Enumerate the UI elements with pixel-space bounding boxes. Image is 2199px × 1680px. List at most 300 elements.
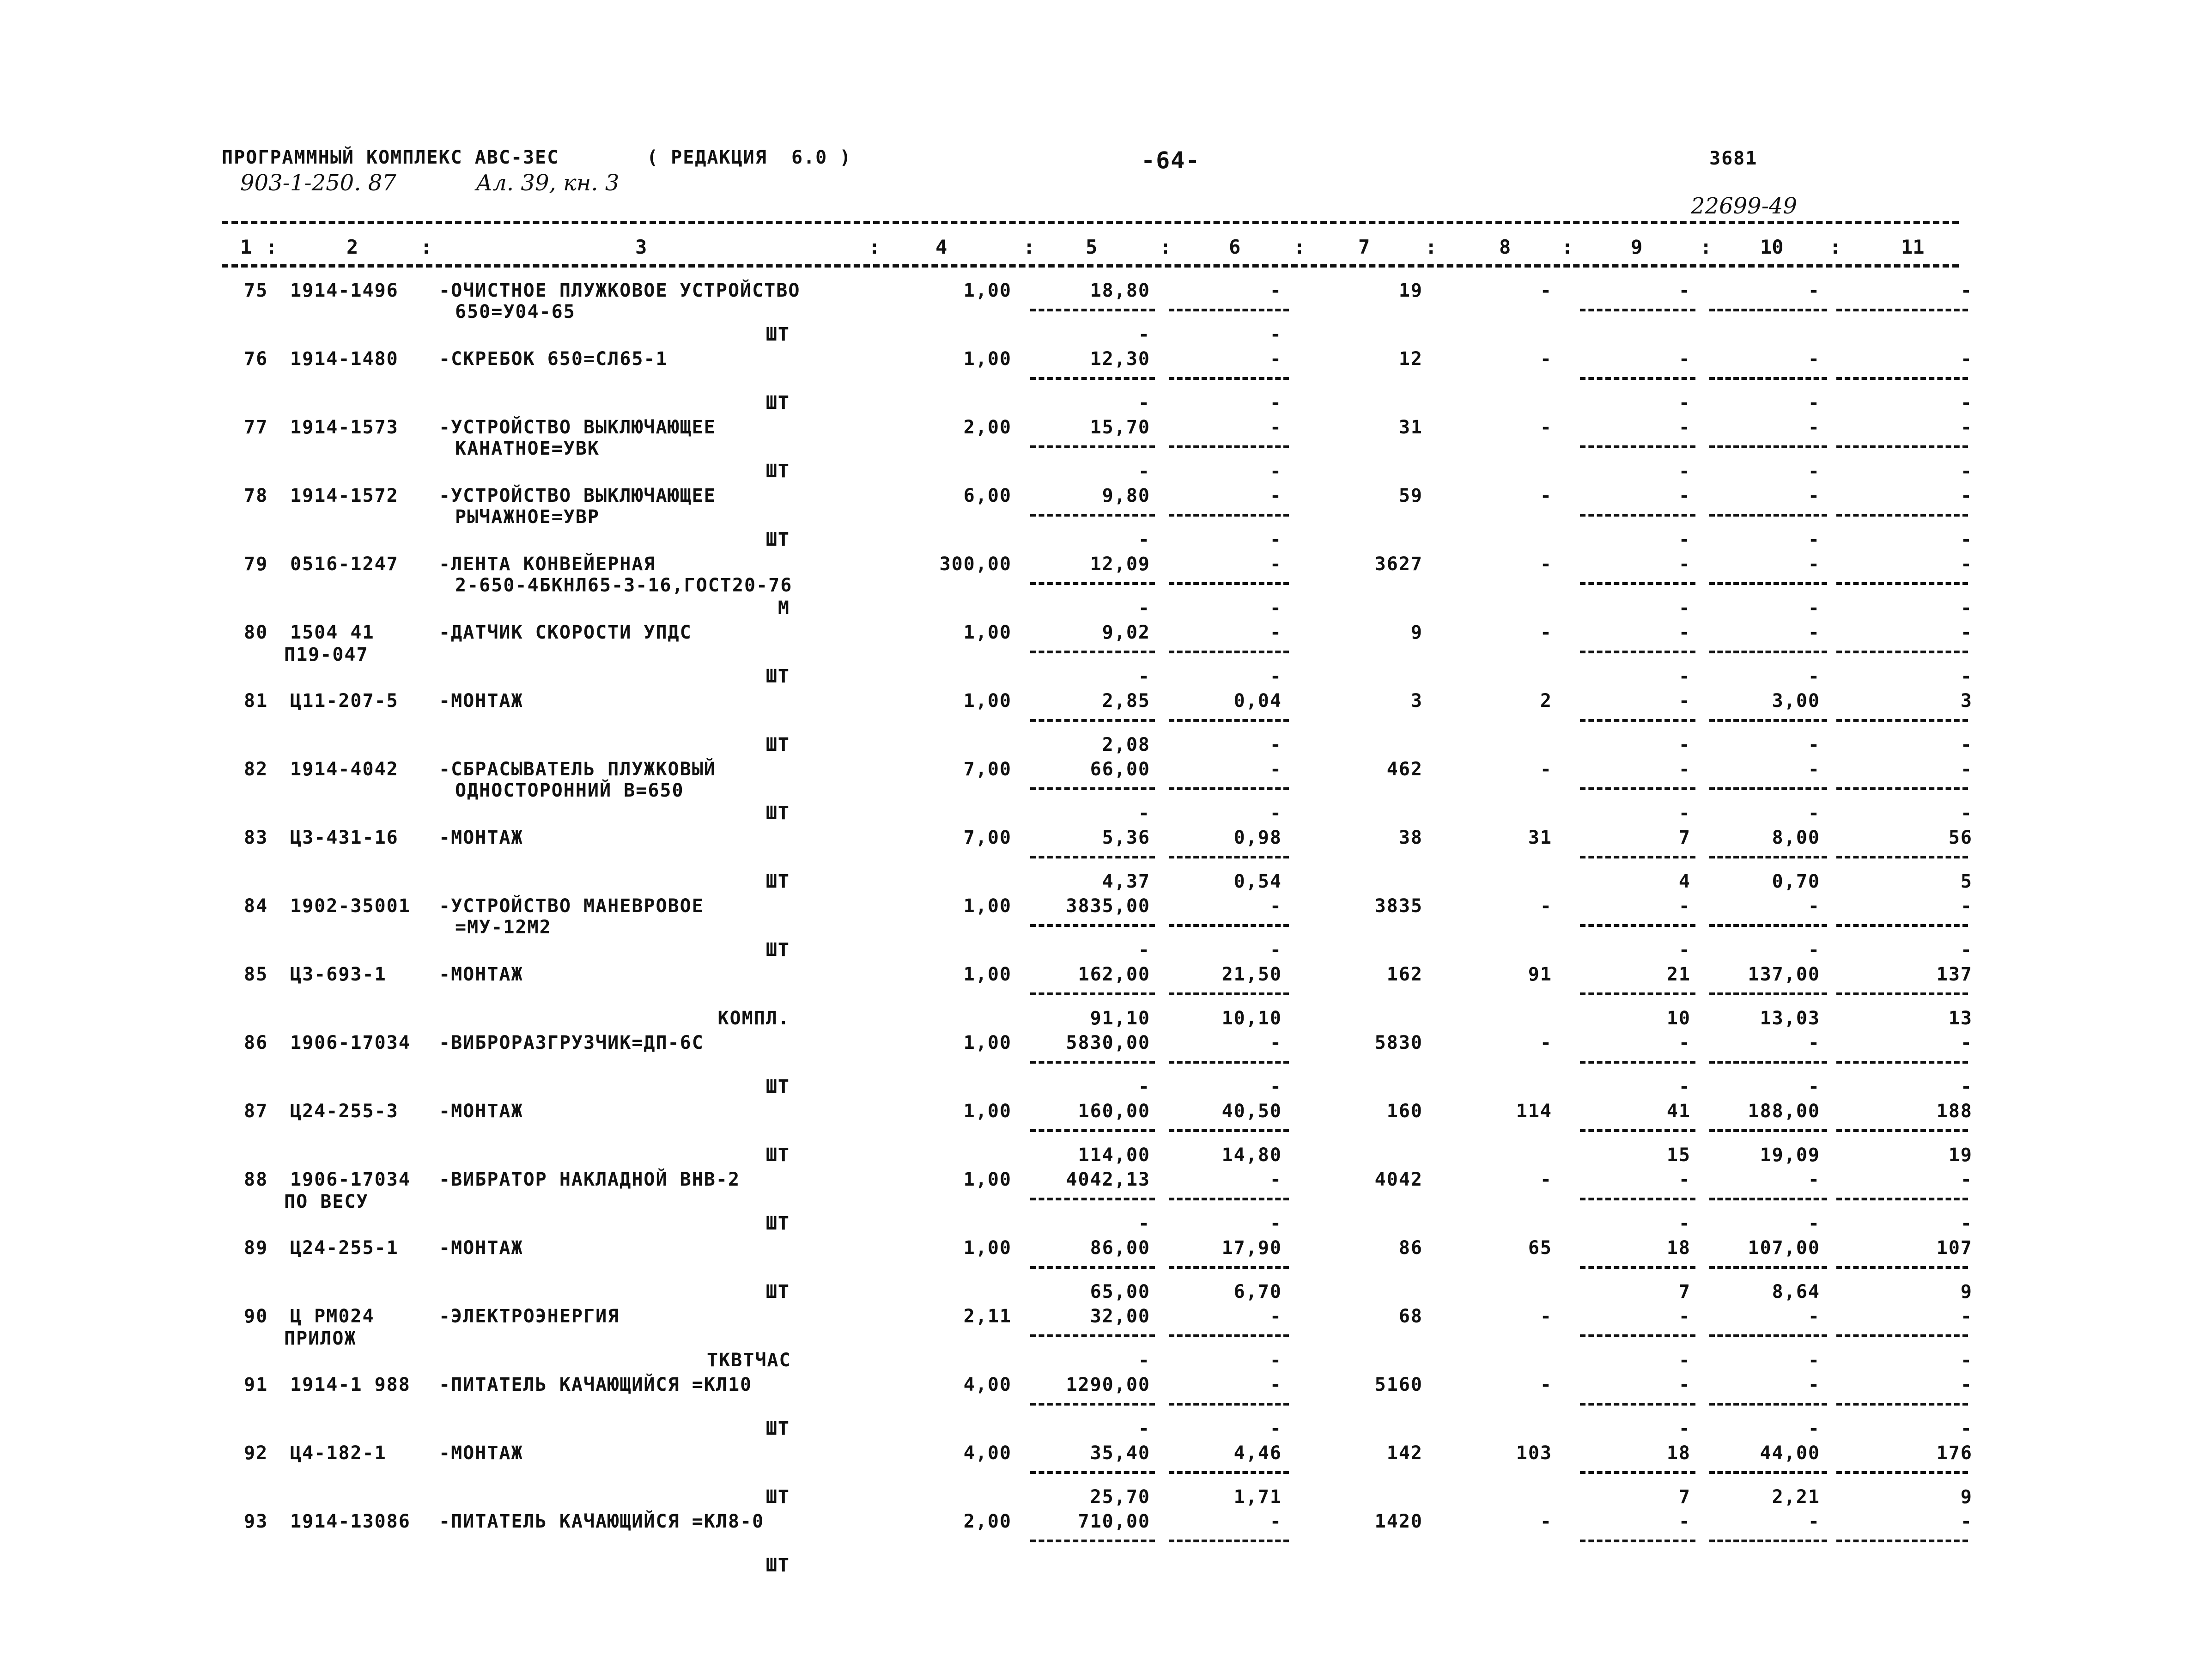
row-quantity: 2,00 <box>963 417 1012 438</box>
album-label: Ал. 39, кн. 3 <box>476 170 620 196</box>
row-subline <box>1709 582 1827 585</box>
row-number: 92 <box>244 1443 268 1464</box>
column-separator: : <box>1294 236 1306 258</box>
row-sub-wage: - <box>1270 529 1282 550</box>
row-name: -ВИБРАТОР НАКЛАДНОЙ ВНВ-2 <box>439 1169 741 1190</box>
row-wage: 40,50 <box>1221 1101 1282 1122</box>
row-name: -МОНТАЖ <box>439 827 523 848</box>
row-sub-price: - <box>1138 324 1150 345</box>
row-quantity: 300,00 <box>939 554 1012 575</box>
row-total: 1420 <box>1374 1511 1423 1532</box>
row-sub-col11: - <box>1960 666 1973 687</box>
row-sub-col11: - <box>1960 1076 1973 1097</box>
row-subline <box>1030 1403 1155 1406</box>
column-header-8: 8 <box>1499 236 1511 258</box>
row-col9: - <box>1678 1511 1691 1532</box>
row-sub-col9: - <box>1678 1350 1691 1371</box>
row-quantity: 1,00 <box>963 690 1012 712</box>
row-sub-wage: - <box>1270 1350 1282 1371</box>
row-total: 68 <box>1398 1306 1423 1327</box>
row-sub-col11: 5 <box>1960 871 1973 892</box>
row-subline <box>1580 445 1695 448</box>
row-sub-col9: - <box>1678 666 1691 687</box>
row-price: 32,00 <box>1090 1306 1150 1327</box>
row-subline <box>1030 309 1155 311</box>
row-sub-wage: - <box>1270 803 1282 824</box>
column-separator: : <box>420 236 432 258</box>
row-sub-wage: 10,10 <box>1221 1008 1282 1029</box>
row-subline <box>1169 1198 1289 1200</box>
row-wage: - <box>1270 1169 1282 1190</box>
row-code: 1504 41 <box>290 622 375 643</box>
row-sub-col10: - <box>1808 734 1820 755</box>
page-number: -64- <box>1141 147 1201 174</box>
row-sub-price: 65,00 <box>1090 1281 1150 1303</box>
row-sub-price: - <box>1138 803 1150 824</box>
row-col8: - <box>1540 622 1552 643</box>
row-subline <box>1836 651 1968 653</box>
row-col11: - <box>1960 554 1973 575</box>
row-col9: - <box>1678 759 1691 780</box>
row-subline <box>1169 856 1289 858</box>
row-sub-wage: - <box>1270 461 1282 482</box>
row-sub-col9: 15 <box>1666 1144 1691 1166</box>
row-subline <box>1030 924 1155 927</box>
row-col9: - <box>1678 280 1691 301</box>
project-code: 903-1-250. 87 <box>240 170 396 196</box>
row-quantity: 2,00 <box>963 1511 1012 1532</box>
row-subline <box>1580 1540 1695 1542</box>
row-subline <box>1030 377 1155 380</box>
row-sub-col11: 9 <box>1960 1486 1973 1508</box>
row-quantity: 1,00 <box>963 964 1012 985</box>
row-unit: М <box>778 597 790 619</box>
row-total: 462 <box>1386 759 1423 780</box>
row-name: =МУ-12М2 <box>455 917 552 938</box>
row-col9: - <box>1678 1374 1691 1395</box>
row-number: 78 <box>244 485 268 506</box>
row-col9: 41 <box>1666 1101 1691 1122</box>
row-sub-wage: - <box>1270 734 1282 755</box>
row-unit: ШТ <box>765 1555 790 1576</box>
row-col8: 31 <box>1528 827 1552 848</box>
row-sub-col9: - <box>1678 734 1691 755</box>
row-name: -ОЧИСТНОЕ ПЛУЖКОВОЕ УСТРОЙСТВО <box>439 280 801 301</box>
row-price: 4042,13 <box>1066 1169 1150 1190</box>
row-col11: 107 <box>1936 1237 1973 1259</box>
row-col11: - <box>1960 895 1973 917</box>
row-sub-wage: - <box>1270 1418 1282 1439</box>
row-subline <box>1169 1334 1289 1337</box>
column-separator: : <box>1561 236 1573 258</box>
row-col8: 65 <box>1528 1237 1552 1259</box>
row-sub-col9: 7 <box>1678 1486 1691 1508</box>
row-total: 160 <box>1386 1101 1423 1122</box>
row-subline <box>1836 309 1968 311</box>
row-subline <box>1030 1540 1155 1542</box>
row-code: ПРИЛОЖ <box>284 1328 357 1349</box>
row-total: 3627 <box>1374 554 1423 575</box>
row-name: -ЛЕНТА КОНВЕЙЕРНАЯ <box>439 554 656 575</box>
row-subline <box>1836 719 1968 722</box>
row-wage: - <box>1270 1374 1282 1395</box>
row-total: 162 <box>1386 964 1423 985</box>
row-col9: 21 <box>1666 964 1691 985</box>
row-subline <box>1580 1061 1695 1064</box>
row-sub-price: - <box>1138 392 1150 414</box>
row-price: 35,40 <box>1090 1443 1150 1464</box>
row-subline <box>1709 377 1827 380</box>
row-sub-price: - <box>1138 666 1150 687</box>
row-col9: - <box>1678 1169 1691 1190</box>
row-total: 3835 <box>1374 895 1423 917</box>
row-col10: 3,00 <box>1772 690 1820 712</box>
row-subline <box>1580 1334 1695 1337</box>
row-subline <box>1580 719 1695 722</box>
row-col11: 137 <box>1936 964 1973 985</box>
row-subline <box>1169 1403 1289 1406</box>
row-subline <box>1709 719 1827 722</box>
row-subline <box>1836 1540 1968 1542</box>
row-total: 142 <box>1386 1443 1423 1464</box>
row-col8: 114 <box>1516 1101 1552 1122</box>
row-wage: 0,04 <box>1233 690 1282 712</box>
row-subline <box>1580 1198 1695 1200</box>
row-number: 81 <box>244 690 268 712</box>
row-price: 3835,00 <box>1066 895 1150 917</box>
row-subline <box>1709 1334 1827 1337</box>
row-number: 82 <box>244 759 268 780</box>
program-title: ПРОГРАММНЫЙ КОМПЛЕКС АВС-3ЕС <box>222 147 559 168</box>
row-number: 76 <box>244 348 268 370</box>
row-col10: - <box>1808 1374 1820 1395</box>
column-header-6: 6 <box>1229 236 1241 258</box>
row-col11: - <box>1960 280 1973 301</box>
row-subline <box>1709 514 1827 517</box>
row-sub-wage: - <box>1270 324 1282 345</box>
row-col11: - <box>1960 348 1973 370</box>
row-col10: - <box>1808 1306 1820 1327</box>
row-sub-col9: - <box>1678 939 1691 961</box>
row-price: 86,00 <box>1090 1237 1150 1259</box>
row-quantity: 7,00 <box>963 827 1012 848</box>
row-subline <box>1836 924 1968 927</box>
row-total: 5830 <box>1374 1032 1423 1053</box>
row-number: 77 <box>244 417 268 438</box>
row-sub-col9: - <box>1678 803 1691 824</box>
row-col8: - <box>1540 348 1552 370</box>
row-name: -УСТРОЙСТВО ВЫКЛЮЧАЮЩЕЕ <box>439 417 716 438</box>
row-sub-col11: - <box>1960 1213 1973 1234</box>
column-header-5: 5 <box>1086 236 1098 258</box>
row-total: 5160 <box>1374 1374 1423 1395</box>
row-price: 5830,00 <box>1066 1032 1150 1053</box>
row-total: 38 <box>1398 827 1423 848</box>
row-unit: ТКВТЧАС <box>707 1350 791 1371</box>
row-sub-wage: 1,71 <box>1233 1486 1282 1508</box>
row-unit: ШТ <box>765 529 790 550</box>
row-name: 650=У04-65 <box>455 301 576 323</box>
row-price: 15,70 <box>1090 417 1150 438</box>
row-price: 9,02 <box>1102 622 1150 643</box>
row-col10: 107,00 <box>1748 1237 1820 1259</box>
row-price: 1290,00 <box>1066 1374 1150 1395</box>
row-sub-col11: - <box>1960 461 1973 482</box>
row-subline <box>1169 309 1289 311</box>
row-subline <box>1836 514 1968 517</box>
row-col9: - <box>1678 417 1691 438</box>
row-col8: - <box>1540 1032 1552 1053</box>
row-subline <box>1836 856 1968 858</box>
row-subline <box>1169 992 1289 995</box>
row-wage: 4,46 <box>1233 1443 1282 1464</box>
row-sub-price: 91,10 <box>1090 1008 1150 1029</box>
row-sub-col10: - <box>1808 1076 1820 1097</box>
row-quantity: 1,00 <box>963 280 1012 301</box>
row-quantity: 6,00 <box>963 485 1012 506</box>
row-subline <box>1836 1129 1968 1132</box>
row-col11: 176 <box>1936 1443 1973 1464</box>
row-number: 84 <box>244 895 268 917</box>
row-total: 31 <box>1398 417 1423 438</box>
row-subline <box>1169 582 1289 585</box>
row-sub-wage: - <box>1270 666 1282 687</box>
row-sub-price: - <box>1138 1418 1150 1439</box>
row-subline <box>1580 582 1695 585</box>
row-quantity: 2,11 <box>963 1306 1012 1327</box>
row-subline <box>1836 377 1968 380</box>
column-separator: : <box>266 236 278 258</box>
row-subline <box>1169 1471 1289 1474</box>
row-unit: ШТ <box>765 1418 790 1439</box>
row-name: -ЭЛЕКТРОЭНЕРГИЯ <box>439 1306 620 1327</box>
row-number: 90 <box>244 1306 268 1327</box>
row-col9: - <box>1678 895 1691 917</box>
row-total: 19 <box>1398 280 1423 301</box>
column-separator: : <box>1829 236 1841 258</box>
row-number: 88 <box>244 1169 268 1190</box>
row-wage: - <box>1270 1306 1282 1327</box>
row-sub-wage: - <box>1270 939 1282 961</box>
row-unit: ШТ <box>765 871 790 892</box>
column-header-4: 4 <box>935 236 948 258</box>
row-code: Ц4-182-1 <box>290 1443 387 1464</box>
row-subline <box>1709 1266 1827 1269</box>
row-col10: - <box>1808 1169 1820 1190</box>
row-wage: 0,98 <box>1233 827 1282 848</box>
row-name: -МОНТАЖ <box>439 1101 523 1122</box>
row-col10: 188,00 <box>1748 1101 1820 1122</box>
row-col10: - <box>1808 554 1820 575</box>
row-subline <box>1030 992 1155 995</box>
row-number: 87 <box>244 1101 268 1122</box>
row-name: ОДНОСТОРОННИЙ В=650 <box>455 780 684 801</box>
row-col9: 18 <box>1666 1237 1691 1259</box>
row-sub-col10: 8,64 <box>1772 1281 1820 1303</box>
row-subline <box>1709 445 1827 448</box>
row-unit: ШТ <box>765 1486 790 1508</box>
row-price: 5,36 <box>1102 827 1150 848</box>
row-subline <box>1169 1540 1289 1542</box>
row-subline <box>1030 856 1155 858</box>
row-subline <box>1709 787 1827 790</box>
row-name: -ДАТЧИК СКОРОСТИ УПДС <box>439 622 692 643</box>
row-quantity: 1,00 <box>963 348 1012 370</box>
column-separator: : <box>869 236 881 258</box>
row-price: 66,00 <box>1090 759 1150 780</box>
row-code: 1914-1496 <box>290 280 399 301</box>
row-quantity: 1,00 <box>963 1237 1012 1259</box>
row-col11: 3 <box>1960 690 1973 712</box>
row-col8: - <box>1540 895 1552 917</box>
row-subline <box>1169 651 1289 653</box>
row-name: -МОНТАЖ <box>439 1237 523 1259</box>
row-subline <box>1709 1540 1827 1542</box>
row-code: 1914-13086 <box>290 1511 411 1532</box>
row-subline <box>1030 1266 1155 1269</box>
row-subline <box>1836 1198 1968 1200</box>
row-sub-col10: - <box>1808 1418 1820 1439</box>
row-unit: ШТ <box>765 1213 790 1234</box>
row-unit: ШТ <box>765 1281 790 1303</box>
row-col10: 8,00 <box>1772 827 1820 848</box>
row-col8: - <box>1540 1511 1552 1532</box>
row-sub-col10: - <box>1808 666 1820 687</box>
row-col9: - <box>1678 622 1691 643</box>
row-col11: - <box>1960 485 1973 506</box>
row-sub-col11: 19 <box>1948 1144 1973 1166</box>
row-price: 18,80 <box>1090 280 1150 301</box>
row-code: 1914-1572 <box>290 485 399 506</box>
row-col9: - <box>1678 1306 1691 1327</box>
row-col8: 91 <box>1528 964 1552 985</box>
row-subline <box>1709 1198 1827 1200</box>
row-sub-col11: 9 <box>1960 1281 1973 1303</box>
row-subline <box>1580 377 1695 380</box>
row-quantity: 1,00 <box>963 1032 1012 1053</box>
row-name: -ПИТАТЕЛЬ КАЧАЮЩИЙСЯ =КЛ8-0 <box>439 1511 765 1532</box>
row-sub-col11: - <box>1960 939 1973 961</box>
row-unit: ШТ <box>765 1144 790 1166</box>
row-code: 1914-1480 <box>290 348 399 370</box>
row-sub-price: - <box>1138 1076 1150 1097</box>
row-sub-wage: - <box>1270 1213 1282 1234</box>
row-subline <box>1709 1471 1827 1474</box>
row-sub-col9: - <box>1678 461 1691 482</box>
row-col8: - <box>1540 1306 1552 1327</box>
row-sub-price: 114,00 <box>1078 1144 1150 1166</box>
row-subline <box>1709 309 1827 311</box>
row-name: -ПИТАТЕЛЬ КАЧАЮЩИЙСЯ =КЛ10 <box>439 1374 753 1395</box>
row-col9: - <box>1678 348 1691 370</box>
row-subline <box>1580 1266 1695 1269</box>
row-col11: - <box>1960 759 1973 780</box>
row-subline <box>1580 309 1695 311</box>
row-number: 75 <box>244 280 268 301</box>
row-unit: ШТ <box>765 666 790 687</box>
row-sub-wage: 0,54 <box>1233 871 1282 892</box>
row-sub-col10: - <box>1808 939 1820 961</box>
row-subline <box>1709 992 1827 995</box>
row-sub-price: 25,70 <box>1090 1486 1150 1508</box>
row-code: Ц24-255-1 <box>290 1237 399 1259</box>
column-header-10: 10 <box>1760 236 1784 258</box>
row-sub-col11: - <box>1960 1418 1973 1439</box>
column-header-7: 7 <box>1358 236 1370 258</box>
row-subline <box>1030 1129 1155 1132</box>
row-wage: 17,90 <box>1221 1237 1282 1259</box>
row-col8: - <box>1540 1374 1552 1395</box>
row-code: 1914-4042 <box>290 759 399 780</box>
row-quantity: 7,00 <box>963 759 1012 780</box>
row-name: 2-650-4БКНЛ65-3-16,ГОСТ20-76 <box>455 575 793 596</box>
row-name: -ВИБРОРАЗГРУЗЧИК=ДП-6С <box>439 1032 704 1053</box>
row-unit: ШТ <box>765 734 790 755</box>
row-subline <box>1169 377 1289 380</box>
row-code: Ц11-207-5 <box>290 690 399 712</box>
row-total: 4042 <box>1374 1169 1423 1190</box>
row-sub-col10: - <box>1808 803 1820 824</box>
row-col10: - <box>1808 485 1820 506</box>
row-col8: - <box>1540 1169 1552 1190</box>
row-total: 86 <box>1398 1237 1423 1259</box>
row-sub-price: - <box>1138 1213 1150 1234</box>
row-subline <box>1580 924 1695 927</box>
row-col11: - <box>1960 417 1973 438</box>
row-sub-col10: 19,09 <box>1760 1144 1820 1166</box>
row-subline <box>1169 445 1289 448</box>
row-unit: КОМПЛ. <box>717 1008 790 1029</box>
row-col10: 137,00 <box>1748 964 1820 985</box>
row-wage: - <box>1270 759 1282 780</box>
row-subline <box>1030 1061 1155 1064</box>
column-separator: : <box>1700 236 1712 258</box>
row-sub-col10: 13,03 <box>1760 1008 1820 1029</box>
row-subline <box>1030 1471 1155 1474</box>
row-wage: - <box>1270 485 1282 506</box>
row-quantity: 1,00 <box>963 622 1012 643</box>
column-header-11: 11 <box>1901 236 1925 258</box>
row-subline <box>1030 514 1155 517</box>
row-subline <box>1580 514 1695 517</box>
row-code: 1914-1573 <box>290 417 399 438</box>
row-sub-col11: - <box>1960 1350 1973 1371</box>
column-header-3: 3 <box>635 236 647 258</box>
row-code: Ц3-693-1 <box>290 964 387 985</box>
row-subline <box>1169 1129 1289 1132</box>
row-sub-price: - <box>1138 939 1150 961</box>
row-col9: - <box>1678 690 1691 712</box>
row-col11: - <box>1960 622 1973 643</box>
row-subline <box>1836 582 1968 585</box>
row-wage: - <box>1270 554 1282 575</box>
row-sub-price: 4,37 <box>1102 871 1150 892</box>
row-subline <box>1169 514 1289 517</box>
row-subline <box>1709 1061 1827 1064</box>
row-subline <box>1169 787 1289 790</box>
row-unit: ШТ <box>765 803 790 824</box>
row-unit: ШТ <box>765 1076 790 1097</box>
row-col11: 188 <box>1936 1101 1973 1122</box>
row-name: -МОНТАЖ <box>439 690 523 712</box>
row-sub-col9: - <box>1678 1213 1691 1234</box>
row-col11: - <box>1960 1032 1973 1053</box>
row-sub-price: - <box>1138 529 1150 550</box>
row-col11: - <box>1960 1511 1973 1532</box>
row-number: 89 <box>244 1237 268 1259</box>
row-sub-wage: 14,80 <box>1221 1144 1282 1166</box>
row-col9: - <box>1678 485 1691 506</box>
